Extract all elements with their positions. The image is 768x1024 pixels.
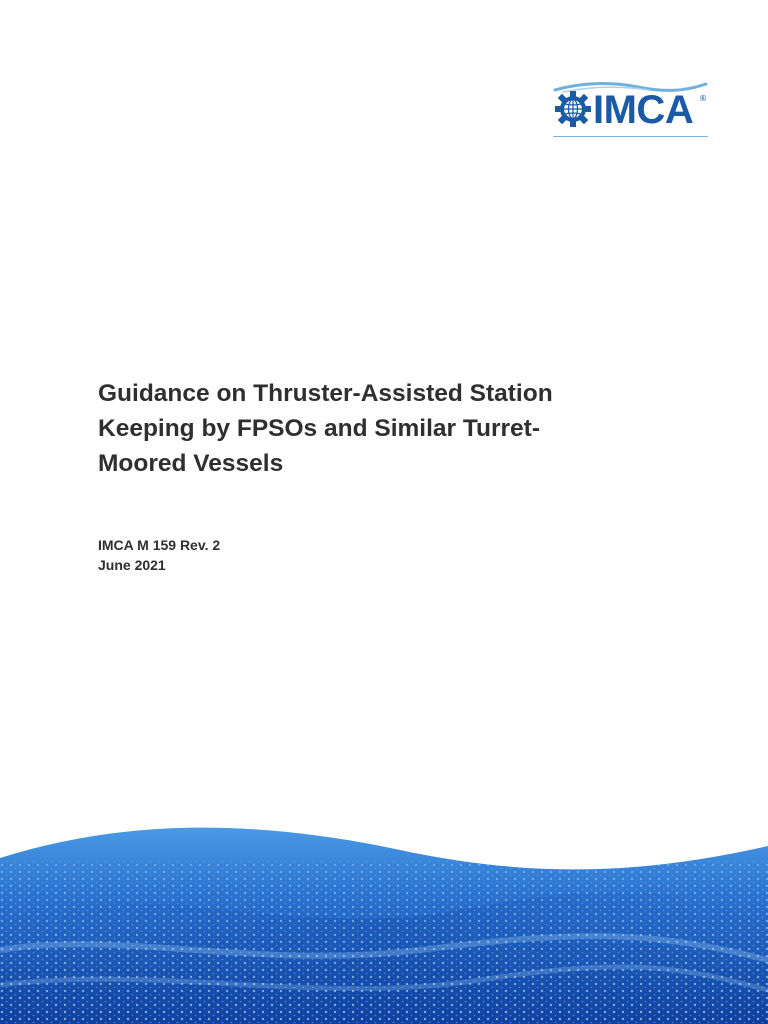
- document-reference-block: [98, 535, 220, 575]
- logo-wordmark: IMCA: [593, 88, 694, 132]
- gear-globe-icon: [554, 90, 592, 128]
- title-line: Keeping by FPSOs and Similar Turret-: [98, 415, 540, 442]
- ocean-wave-graphic: [0, 800, 768, 1024]
- imca-logo: [553, 80, 713, 142]
- document-date: June 2021: [98, 557, 166, 573]
- title-line: Guidance on Thruster-Assisted Station: [98, 380, 553, 407]
- registered-mark: ®: [699, 94, 707, 103]
- document-reference: IMCA M 159 Rev. 2: [98, 537, 221, 553]
- document-title: [98, 376, 638, 481]
- title-line: Moored Vessels: [98, 450, 284, 477]
- logo-divider: [553, 136, 708, 137]
